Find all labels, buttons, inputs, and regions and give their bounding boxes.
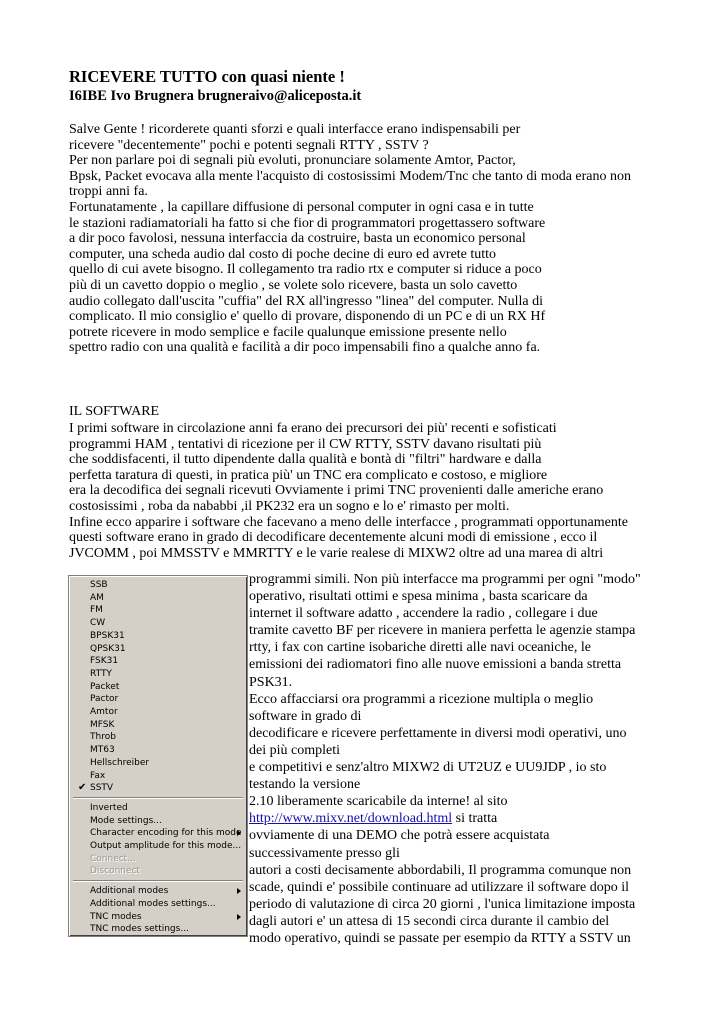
menu-item-additional[interactable]: TNC modes: [90, 911, 142, 922]
menu-item-mode[interactable]: AM: [90, 592, 104, 603]
menu-item-mode[interactable]: FSK31: [90, 656, 119, 667]
menu-separator: [73, 880, 243, 882]
text-line: costosissimi , roba da nababbi ,il PK232 era un sogno e lo e' rimasto per molti.: [69, 498, 510, 514]
menu-item-setting[interactable]: Inverted: [90, 802, 128, 813]
text-line: spettro radio con una qualità e facilità a dir poco impensabili fino a qualche anno fa.: [69, 340, 541, 356]
text-line: programmi simili. Non più interfacce ma programmi per ogni "modo": [249, 572, 641, 587]
software-column-text: [249, 571, 641, 947]
menu-item-additional[interactable]: TNC modes settings...: [90, 924, 189, 935]
checkmark-icon: ✔: [78, 782, 87, 794]
menu-item-additional[interactable]: Additional modes settings...: [90, 898, 216, 909]
menu-item-setting[interactable]: Output amplitude for this mode...: [90, 841, 242, 851]
menu-item-additional[interactable]: Additional modes: [90, 886, 169, 897]
text-line: [249, 810, 641, 827]
text-line: quello di cui avete bisogno. Il collegamento tra radio rtx e computer si riduce a poco: [69, 262, 542, 278]
menu-item-setting[interactable]: Character encoding for this mode: [90, 828, 242, 839]
text-line: operativo, risultati ottimi e spesa minima , basta scaricare da: [249, 589, 588, 605]
menu-item-mode[interactable]: CW: [90, 618, 106, 629]
text-line: Salve Gente ! ricorderete quanti sforzi e quali interfacce erano indispensabili per: [69, 122, 521, 137]
text-line: questi software erano in grado di decodificare decentemente alcuni modi di emissione , ecco il: [69, 530, 598, 546]
text-line: Infine ecco apparire i software che facevano a meno delle interfacce , programmati opportunamente: [69, 514, 628, 530]
menu-item-mode[interactable]: Hellschreiber: [90, 757, 150, 768]
menu-separator: [73, 797, 243, 799]
document-title: RICEVERE TUTTO con quasi niente !: [69, 67, 345, 86]
menu-item-mode[interactable]: SSB: [90, 580, 108, 590]
menu-item-mode[interactable]: BPSK31: [90, 630, 125, 641]
text-line: 2.10 liberamente scaricabile da interne! al sito: [249, 794, 508, 810]
text-line: rtty, i fax con cartine isobariche diretti alle navi oceaniche, le: [249, 640, 591, 656]
text-line: che soddisfacenti, il tutto dipendente dalla qualità e bontà di "filtri" hardware e dalla: [69, 452, 542, 468]
text-line: audio collegato dall'uscita "cuffia" del RX all'ingresso "linea" del computer. Nulla di: [69, 293, 543, 309]
text-line: I primi software in circolazione anni fa erano dei precursori dei più' recenti e sofisticati: [69, 421, 557, 436]
software-paragraph: [69, 421, 628, 561]
text-line: scade, quindi e' possibile continuare ad utilizzare il software dopo il: [249, 879, 630, 895]
text-line: decodificare e ricevere perfettamente in diversi modi operativi, uno: [249, 725, 627, 741]
text-line: autori a costi decisamente abbordabili, Il programma comunque non: [249, 862, 632, 878]
text-line: JVCOMM , poi MMSSTV e MMRTTY e le varie realese di MIXW2 oltre ad una marea di altri: [69, 545, 604, 561]
menu-item-mode[interactable]: Amtor: [90, 707, 118, 717]
text-line: Bpsk, Packet evocava alla mente l'acquisto di costosissimi Modem/Tnc che tanto di moda erano non: [69, 168, 631, 184]
software-heading: IL SOFTWARE: [69, 404, 160, 419]
link-suffix: si tratta: [452, 811, 498, 827]
menu-item-setting[interactable]: Mode settings...: [90, 815, 162, 826]
menu-item-mode[interactable]: Packet: [90, 681, 120, 692]
text-line: tramite cavetto BF per ricevere in maniera perfetta le agenzie stampa: [249, 623, 636, 639]
submenu-arrow-icon: [237, 914, 241, 920]
menu-item-mode[interactable]: Pactor: [90, 694, 119, 705]
text-line: era la decodifica dei segnali ricevuti Ovviamente i primi TNC provenienti dalle americhe erano: [69, 483, 604, 499]
text-line: dei più completi: [249, 742, 340, 758]
text-line: PSK31.: [249, 674, 293, 690]
text-line: perfetta taratura di questi, in pratica più' un TNC era complicato e costoso, e migliore: [69, 467, 548, 483]
menu-item-mode[interactable]: SSTV: [90, 783, 114, 794]
menu-item-mode[interactable]: Fax: [90, 770, 106, 781]
text-line: testando la versione: [249, 777, 361, 793]
menu-item-mode[interactable]: MFSK: [90, 719, 115, 730]
text-line: Ecco affacciarsi ora programmi a ricezione multipla o meglio: [249, 691, 594, 707]
text-line: ricevere "decentemente" pochi e potenti segnali RTTY , SSTV ?: [69, 137, 429, 153]
text-line: e competitivi e senz'altro MIXW2 di UT2UZ e UU9JDP , io sto: [249, 760, 607, 776]
text-line: computer, una scheda audio dal costo di poche decine di euro ed avrete tutto: [69, 246, 497, 262]
text-line: periodo di valutazione di circa 20 giorni , l'unica limitazione imposta: [249, 896, 636, 912]
text-line: complicato. Il mio consiglio e' quello di provare, disponendo di un PC e di un RX Hf: [69, 309, 546, 325]
submenu-arrow-icon: [237, 830, 241, 836]
text-line: ovviamente di una DEMO che potrà essere acquistata: [249, 828, 550, 844]
text-line: le stazioni radiamatoriali ha fatto si che fior di programmatori progettassero software: [69, 215, 546, 231]
menu-item-mode[interactable]: Throb: [90, 732, 116, 743]
menu-item-mode[interactable]: RTTY: [90, 668, 112, 679]
text-line: più di un cavetto doppio o meglio , se volete solo ricevere, basta un solo cavetto: [69, 277, 518, 293]
text-line: a dir poco favolosi, nessuna interfaccia da costruire, basta un economico personal: [69, 231, 526, 247]
text-line: software in grado di: [249, 708, 362, 724]
text-line: modo operativo, quindi se passate per esempio da RTTY a SSTV un: [249, 930, 631, 946]
text-line: successivamente presso gli: [249, 845, 400, 861]
menu-item-mode[interactable]: MT63: [90, 745, 115, 756]
menu-item-mode[interactable]: QPSK31: [90, 643, 126, 654]
text-line: internet il software adatto , accendere la radio , collegare i due: [249, 606, 598, 622]
menu-item-mode[interactable]: FM: [90, 605, 103, 616]
text-line: Per non parlare poi di segnali più evoluti, pronunciare solamente Amtor, Pactor,: [69, 153, 516, 169]
text-line: programmi HAM , tentativi di ricezione per il CW RTTY, SSTV davano risultati più: [69, 436, 542, 452]
text-line: Fortunatamente , la capillare diffusione di personal computer in ogni casa e in tutte: [69, 199, 534, 215]
modes-menu-screenshot: [68, 575, 248, 937]
menu-item-connection: Disconnect: [90, 866, 140, 877]
text-line: potrete ricevere in modo semplice e facile qualunque emissione presente nello: [69, 324, 507, 340]
document-author: I6IBE Ivo Brugnera brugneraivo@aliceposta.it: [69, 88, 362, 104]
text-line: emissioni dei radiomatori fino alle nuove emissioni a banda stretta: [249, 657, 622, 673]
menu-item-connection: Connect...: [90, 853, 136, 864]
text-line: dagli autori e' un attesa di 15 secondi circa durante il cambio del: [249, 913, 610, 929]
download-link[interactable]: http://www.mixv.net/download.html: [249, 811, 453, 827]
intro-paragraph: [69, 122, 631, 356]
text-line: troppi anni fa.: [69, 184, 148, 200]
submenu-arrow-icon: [237, 888, 241, 894]
